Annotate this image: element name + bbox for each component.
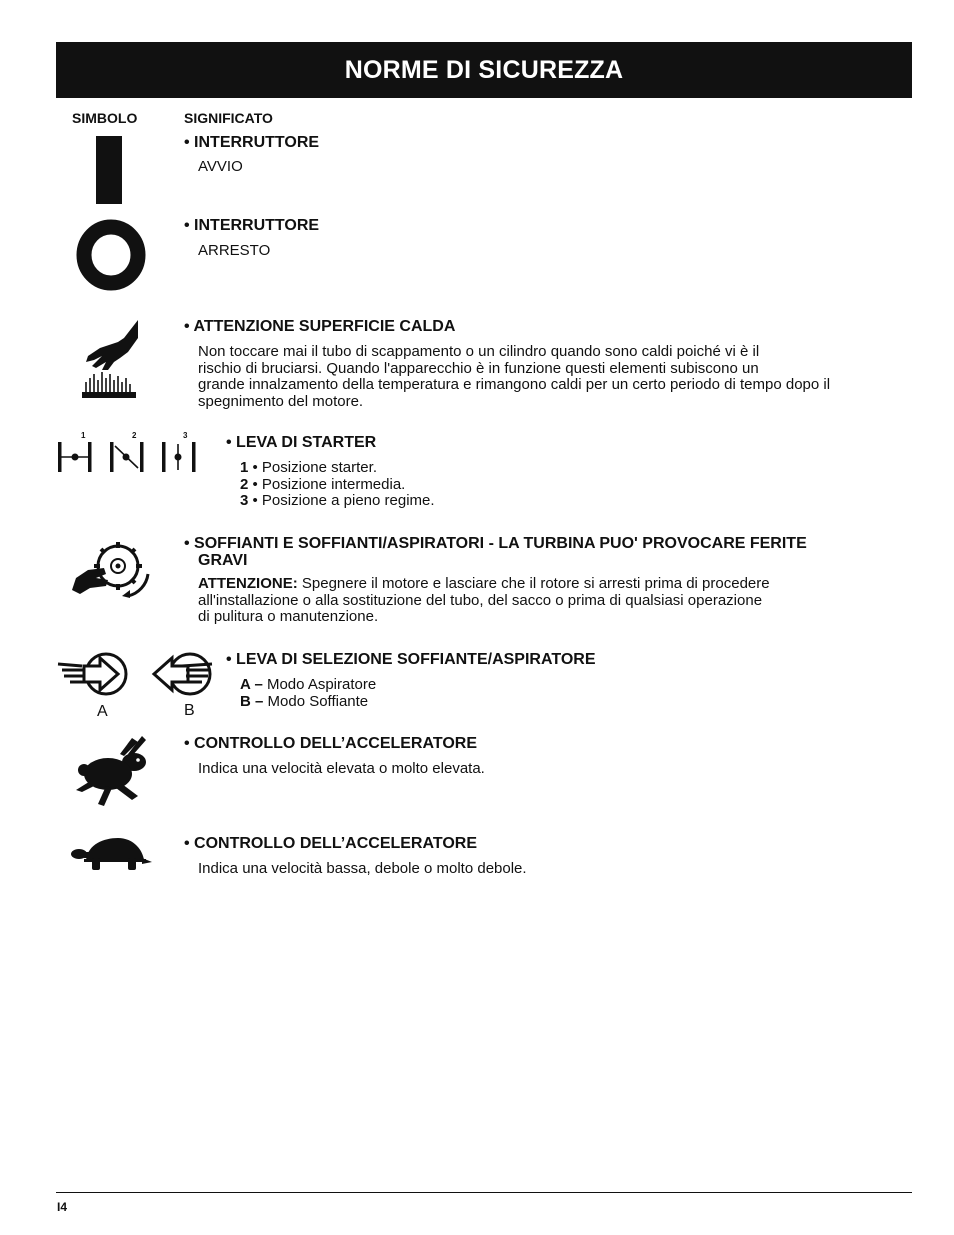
column-header-symbol: SIMBOLO (72, 110, 138, 126)
hot-surface-line: rischio di bruciarsi. Quando l'apparecchio è in funzione questi elementi subiscono un (198, 359, 759, 377)
selector-label-a: A (97, 703, 108, 720)
starter-position-item: 2 • Posizione intermedia. (240, 475, 406, 493)
hot-surface-text (198, 344, 910, 410)
choke-position-number: 2 (132, 431, 137, 440)
rotating-impeller-icon (70, 534, 154, 598)
page-title: NORME DI SICUREZZA (344, 55, 624, 84)
turtle-icon (70, 836, 152, 874)
hot-surface-line: Non toccare mai il tubo di scappamento o un cilindro quando sono caldi poiché vi è il (198, 343, 760, 360)
switch-on-icon (96, 136, 122, 204)
switch-on-title: • INTERRUTTORE (184, 134, 320, 151)
hot-surface-line: spegnimento del motore. (198, 392, 364, 410)
blower-warning-text: ATTENZIONE: Spegnere il motore e lasciare che il rotore si arresti prima di procedere all'installazione o alla sostituzione del tubo, del sacco o prima di qualsiasi operazione di pulitura o manutenzione. (198, 575, 770, 625)
hot-surface-line: grande innalzamento della temperatura e rimangono caldi per un certo periodo di tempo dopo il (198, 376, 831, 393)
hot-surface-icon (80, 318, 142, 400)
column-header-meaning: SIGNIFICATO (184, 110, 273, 126)
selector-mode-list (240, 677, 376, 710)
starter-lever-title: • LEVA DI STARTER (226, 434, 377, 451)
throttle-slow-text: Indica una velocità bassa, debole o molto debole. (198, 860, 527, 877)
hot-surface-title: • ATTENZIONE SUPERFICIE CALDA (184, 318, 456, 335)
selector-mode-item: A – Modo Aspiratore (240, 676, 377, 693)
choke-position-number: 1 (81, 431, 86, 440)
selector-lever-title: • LEVA DI SELEZIONE SOFFIANTE/ASPIRATORE (226, 651, 596, 668)
throttle-fast-text: Indica una velocità elevata o molto elevata. (198, 760, 485, 777)
switch-on-text: AVVIO (198, 158, 243, 175)
throttle-slow-title: • CONTROLLO DELL’ACCELERATORE (184, 835, 478, 852)
rabbit-icon (72, 734, 154, 808)
choke-lever-icon (58, 440, 198, 474)
selector-mode-item: B – Modo Soffiante (240, 692, 369, 710)
selector-label-b: B (184, 702, 195, 719)
warning-label: ATTENZIONE: (198, 575, 298, 592)
footer-divider (56, 1192, 912, 1193)
switch-off-title: • INTERRUTTORE (184, 217, 320, 234)
throttle-fast-title: • CONTROLLO DELL’ACCELERATORE (184, 735, 478, 752)
choke-position-number: 3 (183, 431, 188, 440)
switch-off-icon (76, 219, 146, 291)
air-direction-icon (56, 650, 216, 698)
starter-position-item: 3 • Posizione a pieno regime. (240, 492, 435, 509)
switch-off-text: ARRESTO (198, 242, 271, 259)
page-number: I4 (57, 1200, 68, 1214)
page-title-bar (56, 42, 912, 98)
blower-warning-title: • SOFFIANTI E SOFFIANTI/ASPIRATORI - LA TURBINA PUO' PROVOCARE FERITE GRAVI (184, 535, 807, 569)
starter-positions-list (240, 460, 435, 510)
starter-position-item: 1 • Posizione starter. (240, 459, 377, 476)
